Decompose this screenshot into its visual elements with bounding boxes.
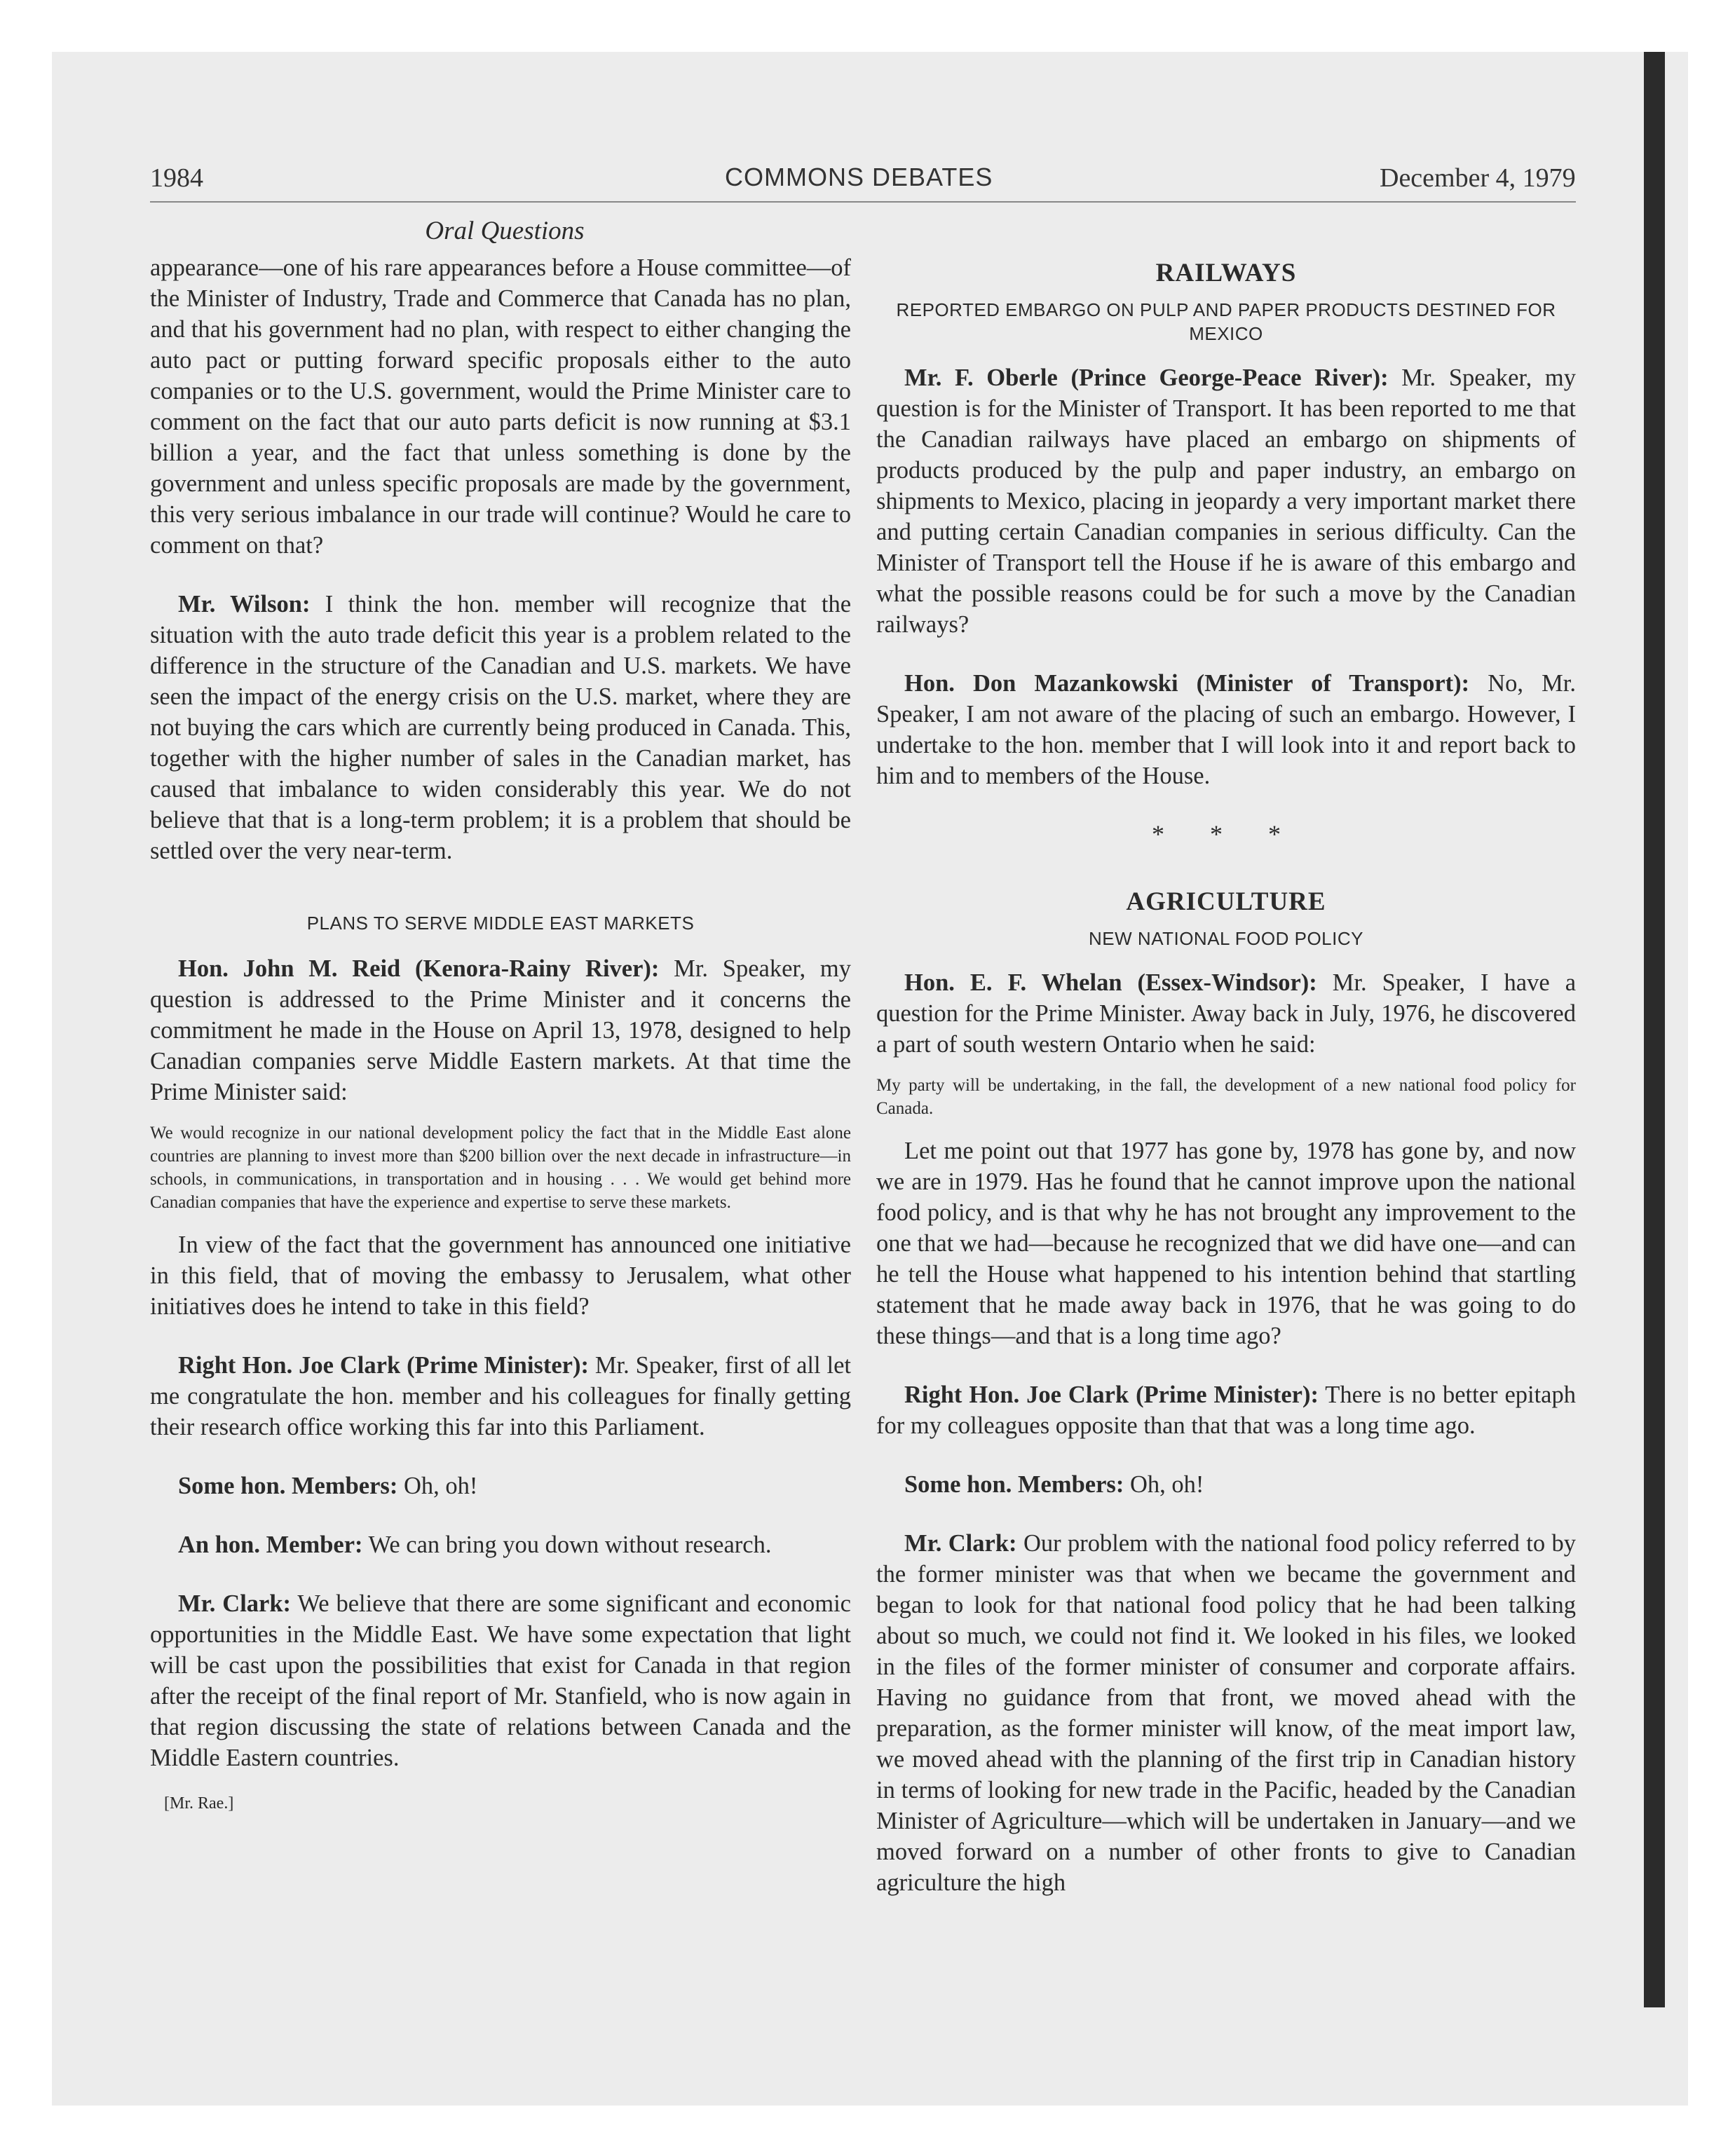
speaker-name: Some hon. Members: bbox=[904, 1471, 1124, 1498]
speaker-name: Right Hon. Joe Clark (Prime Minister): bbox=[178, 1352, 589, 1379]
paragraph bbox=[876, 1528, 1576, 1898]
section-separator: * * * bbox=[1152, 820, 1300, 848]
speech-text: We believe that there are some significant and economic opportunities in the Middle East. We have some expectation that light will be cast upon the possibilities that exist for Canada in that region after the receipt of the final report of Mr. Stanfield, who is now again in that region discussing the state of relations between Canada and the Middle Eastern countries. bbox=[150, 1590, 851, 1771]
header-rule bbox=[150, 201, 1576, 203]
section-title: AGRICULTURE bbox=[1126, 887, 1326, 916]
speaker-attribution: [Mr. Rae.] bbox=[164, 1794, 234, 1813]
speaker-name: Some hon. Members: bbox=[178, 1473, 398, 1499]
speaker-name: Mr. Wilson: bbox=[178, 591, 311, 618]
speech-text: Mr. Speaker, I have a question for the Prime Minister. Away back in July, 1976, he discovered a part of south western Ontario when he said: bbox=[876, 969, 1577, 1058]
speech-text: Mr. Speaker, my question is for the Minister of Transport. It has been reported to me that the Canadian railways have placed an embargo on shipments of products produced by the pulp and paper industry, an embargo on shipments to Mexico, placing in jeopardy a very important market there and putting certain Canadian companies in serious difficulty. Can the Minister of Transport tell the House if he is aware of this embargo and what the possible reasons could be for such a move by the Canadian railways? bbox=[876, 364, 1576, 638]
paragraph: In view of the fact that the government has announced one initiative in this field, that of moving the embassy to Jerusalem, what other initiatives does he intend to take in this field? bbox=[150, 1231, 851, 1320]
section-header: Oral Questions bbox=[425, 217, 585, 245]
paragraph: Let me point out that 1977 has gone by, 1978 has gone by, and now we are in 1979. Has he found that he cannot improve upon the national food policy, and is that why he has not brought any improvement to the one that we had—because he recognized that we did have one—and can he tell the House what happened to his intention behind that startling statement that he made away back in 1976, that he was going to do these things—and that is a long time ago? bbox=[876, 1138, 1576, 1349]
paragraph bbox=[150, 953, 851, 1107]
speech-text: Mr. Speaker, my question is addressed to the Prime Minister and it concerns the commitment he made in the House on April 13, 1978, designed to help Canadian companies serve Middle Eastern markets. At that time the Prime Minister said: bbox=[150, 955, 851, 1105]
speech-text: I think the hon. member will recognize that the situation with the auto trade deficit this year is a problem related to the difference in the structure of the Canadian and U.S. markets. We have seen the impact of the energy crisis on the U.S. market, where they are not buying the cars which are currently being produced in Canada. This, together with the higher number of sales in the Canadian market, has caused that imbalance to widen considerably this year. We do not believe that that is a long-term problem; it is a problem that should be settled over the very near-term. bbox=[150, 591, 852, 864]
speech-text: Oh, oh! bbox=[1124, 1471, 1204, 1498]
speech-text: Mr. Speaker, first of all let me congratulate the hon. member and his colleagues for finally getting their research office working this far into this Parliament. bbox=[150, 1352, 851, 1440]
speaker-name: Hon. John M. Reid (Kenora-Rainy River): bbox=[178, 955, 660, 982]
paragraph bbox=[876, 1469, 1576, 1500]
speaker-name: Mr. Clark: bbox=[178, 1590, 292, 1617]
paragraph bbox=[150, 589, 851, 866]
paragraph bbox=[876, 967, 1576, 1060]
speaker-name: Hon. E. F. Whelan (Essex-Windsor): bbox=[904, 969, 1317, 996]
paragraph bbox=[876, 668, 1576, 791]
publication-title: COMMONS DEBATES bbox=[725, 163, 993, 191]
publication-date: December 4, 1979 bbox=[1380, 163, 1576, 193]
speaker-name: Mr. F. Oberle (Prince George-Peace River): bbox=[904, 364, 1389, 391]
paragraph bbox=[150, 1471, 851, 1501]
left-column bbox=[150, 252, 851, 1813]
paragraph bbox=[150, 1350, 851, 1442]
sub-heading: NEW NATIONAL FOOD POLICY bbox=[1089, 928, 1363, 949]
paragraph bbox=[150, 1588, 851, 1773]
paragraph bbox=[150, 1529, 851, 1560]
page-edge-shadow bbox=[1644, 52, 1665, 2007]
speech-text: We can bring you down without research. bbox=[362, 1531, 772, 1558]
right-column bbox=[876, 252, 1576, 1898]
speech-text: Oh, oh! bbox=[397, 1473, 478, 1499]
speaker-name: Hon. Don Mazankowski (Minister of Transport): bbox=[904, 670, 1470, 697]
block-quote: My party will be undertaking, in the fall, the development of a new national food policy for Canada. bbox=[876, 1076, 1576, 1118]
paragraph bbox=[876, 1379, 1576, 1441]
block-quote: We would recognize in our national development policy the fact that in the Middle East alone countries are planning to invest more than $200 billion over the next decade in infrastructure—in schools, in communications, in transportation and in housing . . . We would get behind more Canadian companies that have the experience and expertise to serve these markets. bbox=[150, 1124, 851, 1212]
speech-text: There is no better epitaph for my colleagues opposite than that that was a long time ago. bbox=[876, 1381, 1576, 1439]
speech-text: No, Mr. Speaker, I am not aware of the placing of such an embargo. However, I undertake to the hon. member that I will look into it and report back to him and to members of the House. bbox=[876, 670, 1576, 789]
speaker-name: Mr. Clark: bbox=[904, 1530, 1017, 1557]
speech-text: Our problem with the national food policy referred to by the former minister was that when we became the government and began to look for that national food policy that he had been talking about so much, we could not find it. We looked in his files, we looked in the files of the former minister of consumer and corporate affairs. Having no guidance from that front, we moved ahead with the preparation, as the former minister will know, of the meat import law, we moved ahead with the planning of the first trip in Canadian history in terms of looking for new trade in the Pacific, headed by the Canadian Minister of Agriculture—which will be undertaken in January—and we moved forward on a number of other fronts to give to Canadian agriculture the high bbox=[876, 1530, 1576, 1896]
speaker-name: An hon. Member: bbox=[178, 1531, 363, 1558]
sub-heading: REPORTED EMBARGO ON PULP AND PAPER PRODUCTS DESTINED FOR MEXICO bbox=[896, 299, 1556, 344]
paragraph: appearance—one of his rare appearances before a House committee—of the Minister of Industry, Trade and Commerce that Canada has no plan, and that his government had no plan, with respect to either changing the auto pact or putting forward specific proposals either to the auto companies or to the U.S. government, would the Prime Minister care to comment on the fact that our auto parts deficit is now running at $3.1 billion a year, and the fact that unless something is done by the government and unless specific proposals are made by the government, this very serious imbalance in our trade will continue? Would he care to comment on that? bbox=[150, 254, 851, 559]
page-number: 1984 bbox=[150, 163, 203, 193]
sub-heading: PLANS TO SERVE MIDDLE EAST MARKETS bbox=[306, 913, 695, 934]
speaker-name: Right Hon. Joe Clark (Prime Minister): bbox=[904, 1381, 1319, 1408]
section-title: RAILWAYS bbox=[1155, 259, 1297, 287]
paragraph bbox=[876, 362, 1576, 640]
